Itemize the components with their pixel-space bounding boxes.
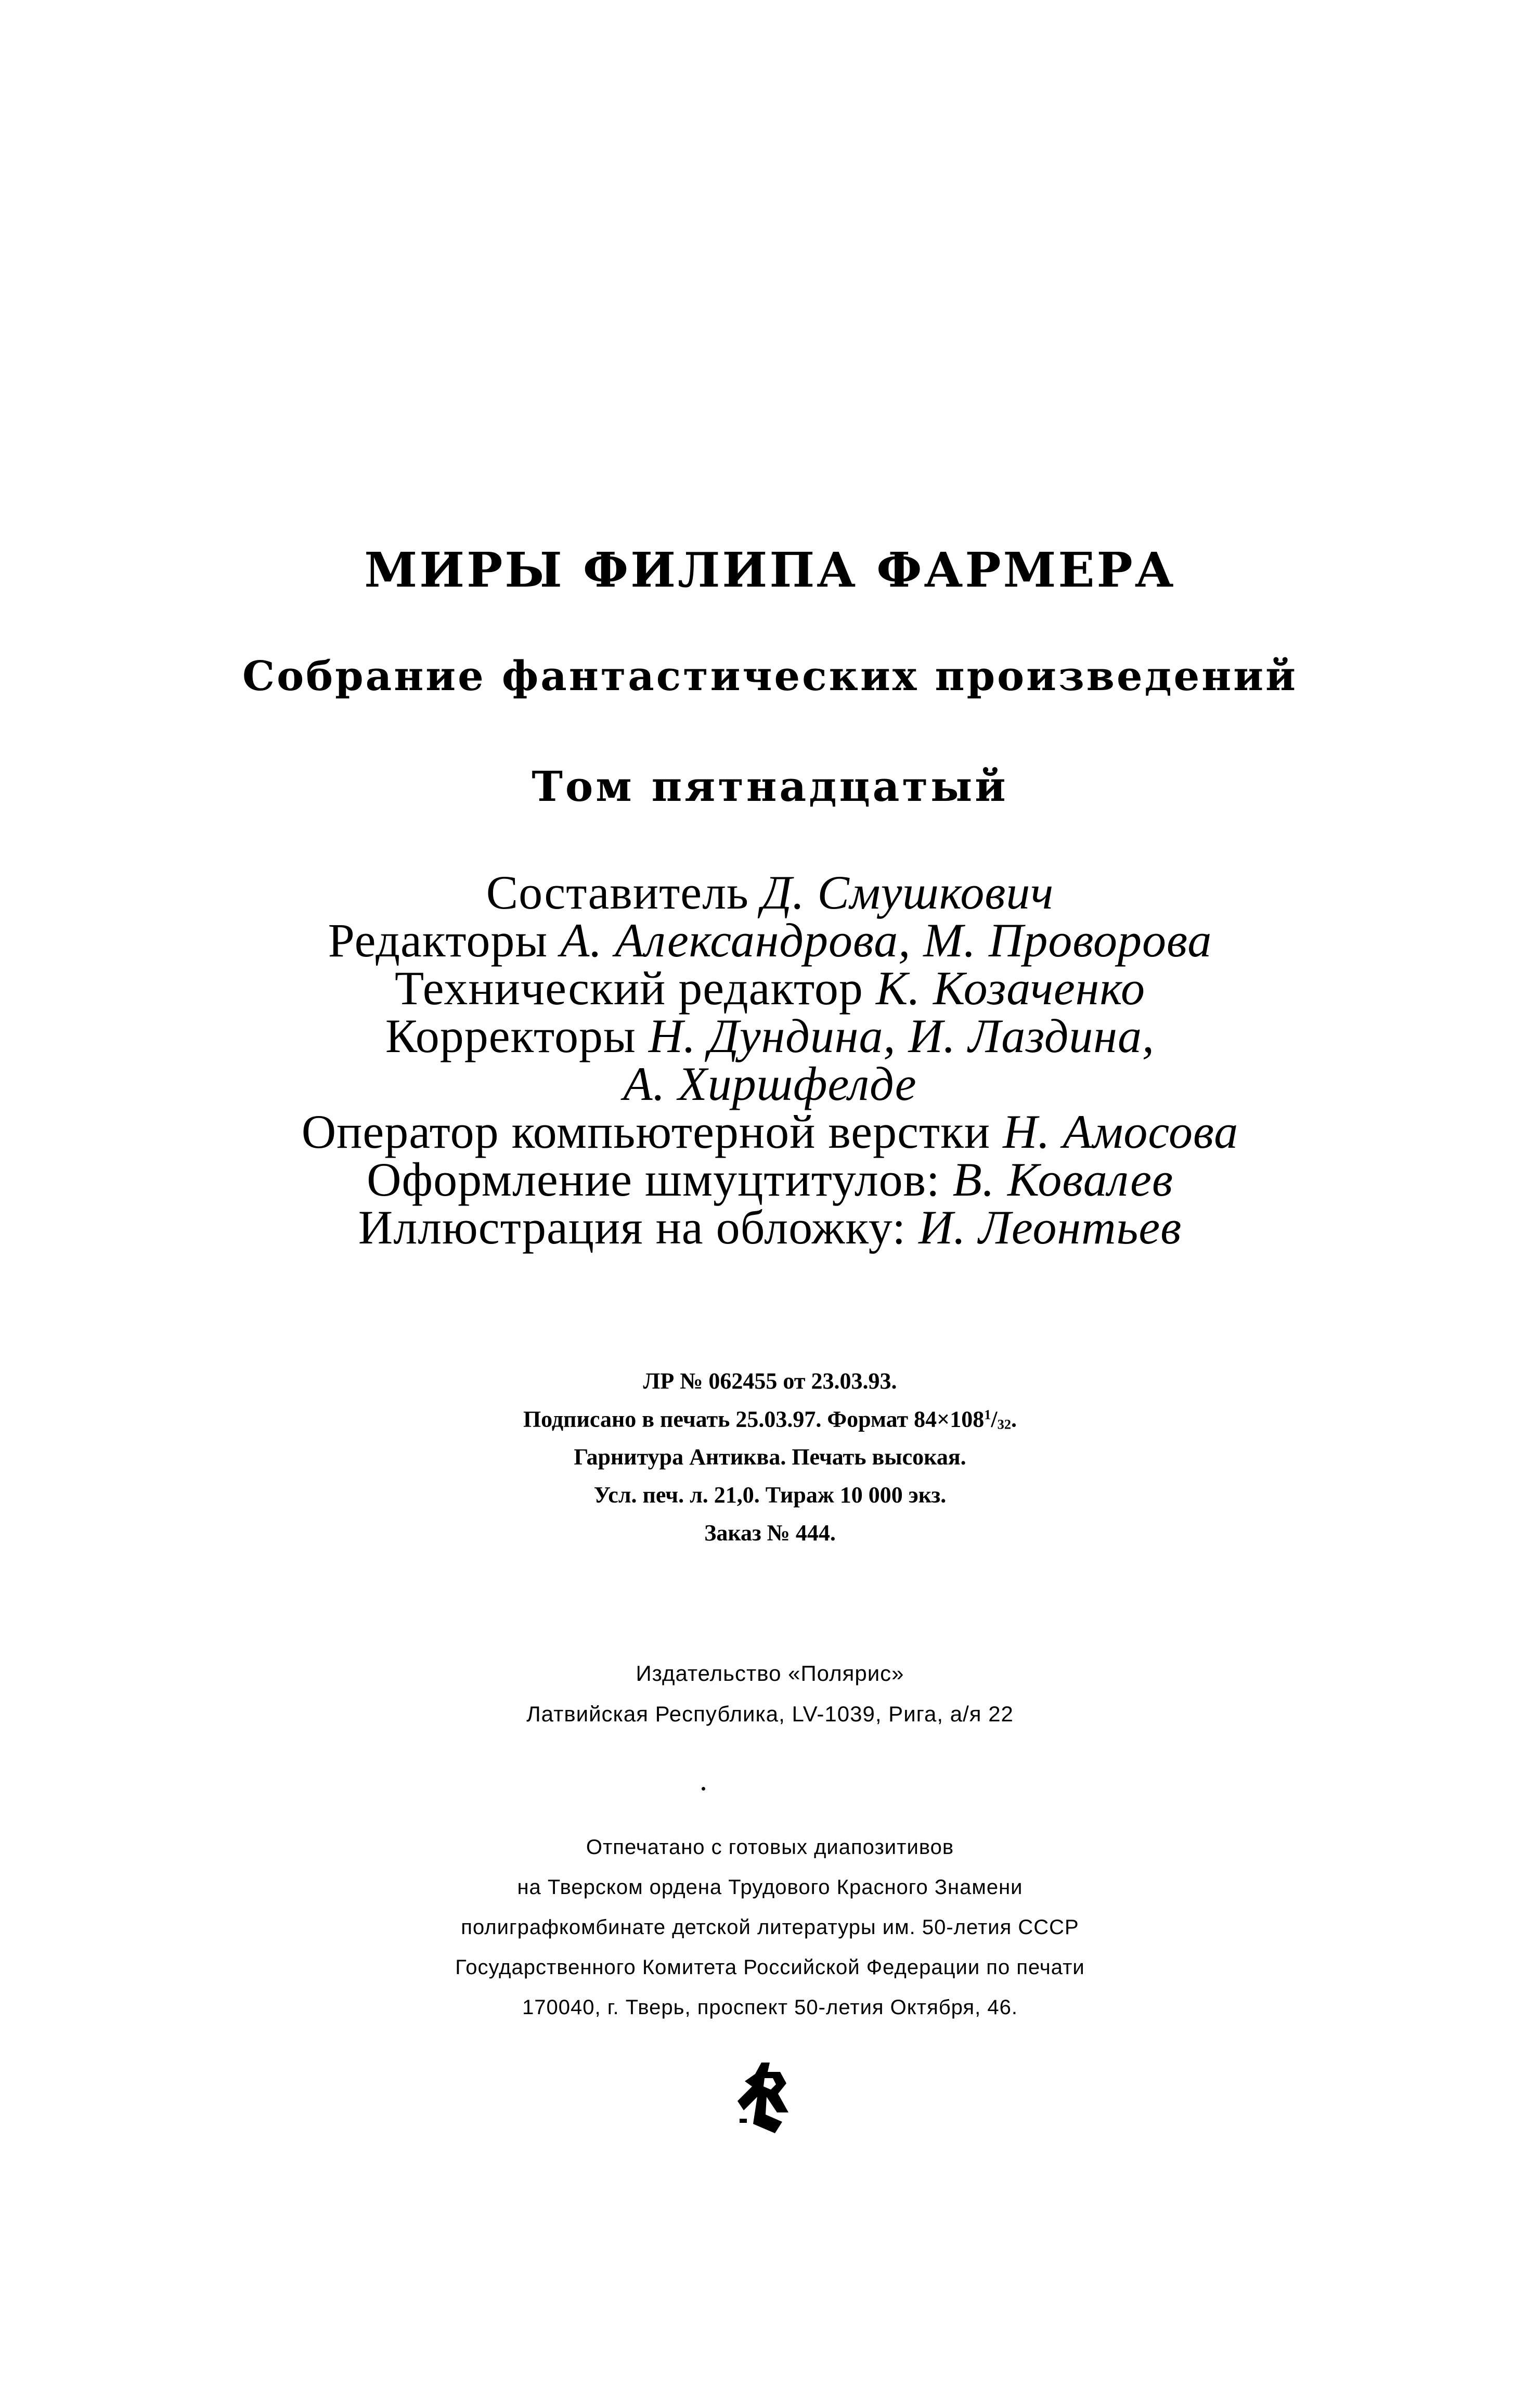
publisher-address: Латвийская Республика, LV-1039, Рига, а/я 22	[526, 1702, 1014, 1726]
printer-logo-icon	[734, 2060, 792, 2136]
printer-line: Отпечатано с готовых диапозитивов	[586, 1836, 954, 1859]
stray-dot	[702, 1787, 705, 1791]
credit-role: Оформление шмуцтитулов:	[367, 1153, 940, 1206]
credit-names: Д. Смушкович	[761, 866, 1054, 919]
publisher-name: Издательство «Полярис»	[636, 1661, 904, 1685]
credit-editors	[0, 914, 1540, 967]
credit-half-title-design	[0, 1153, 1540, 1206]
credit-compiler	[0, 866, 1540, 919]
book-subtitle: Собрание фантастических произведений	[242, 653, 1298, 700]
credit-names: А. Александрова, М. Проворова	[560, 914, 1212, 967]
typeface-info: Гарнитура Антиква. Печать высокая.	[574, 1444, 966, 1470]
credit-names: Н. Дундина, И. Лаздина,	[648, 1009, 1155, 1062]
volume-number: Том пятнадцатый	[532, 762, 1008, 811]
signed-for-print	[0, 1408, 1540, 1431]
format-sup: 1	[984, 1407, 991, 1422]
signed-suffix: .	[1011, 1406, 1017, 1432]
printer-line: 170040, г. Тверь, проспект 50-летия Октября, 46.	[522, 1996, 1018, 2019]
license-number: ЛР № 062455 от 23.03.93.	[643, 1368, 897, 1394]
credit-cover-illustration	[0, 1201, 1540, 1254]
print-run-info: Усл. печ. л. 21,0. Тираж 10 000 экз.	[593, 1482, 947, 1508]
credit-technical-editor	[0, 962, 1540, 1015]
credit-role: Иллюстрация на обложку:	[358, 1201, 907, 1254]
credit-proofreaders	[0, 1009, 1540, 1062]
signed-text: Подписано в печать 25.03.97. Формат 84×108	[523, 1406, 985, 1432]
printer-line: Государственного Комитета Российской Федерации по печати	[455, 1956, 1085, 1979]
order-number: Заказ № 444.	[704, 1520, 836, 1546]
credit-names: Н. Амосова	[1003, 1105, 1239, 1158]
book-title: МИРЫ ФИЛИПА ФАРМЕРА	[364, 542, 1176, 598]
credit-names: В. Ковалев	[952, 1153, 1173, 1206]
format-slash: /	[991, 1406, 998, 1432]
credit-role: Технический редактор	[395, 962, 863, 1015]
credit-names: И. Леонтьев	[918, 1201, 1182, 1254]
format-sub: 32	[997, 1416, 1012, 1432]
credit-proofreaders-cont	[0, 1057, 1540, 1110]
printer-line: полиграфкомбинате детской литературы им. 50-летия СССР	[461, 1916, 1079, 1939]
credit-role: Редакторы	[328, 914, 548, 967]
credit-role: Оператор компьютерной верстки	[301, 1105, 991, 1158]
credit-names: А. Хиршфелде	[623, 1057, 917, 1110]
credit-role: Корректоры	[385, 1009, 636, 1062]
credit-role: Составитель	[486, 866, 749, 919]
credit-names: К. Козаченко	[875, 962, 1145, 1015]
printer-line: на Тверском ордена Трудового Красного Знамени	[517, 1876, 1023, 1899]
credit-layout-operator	[0, 1105, 1540, 1158]
